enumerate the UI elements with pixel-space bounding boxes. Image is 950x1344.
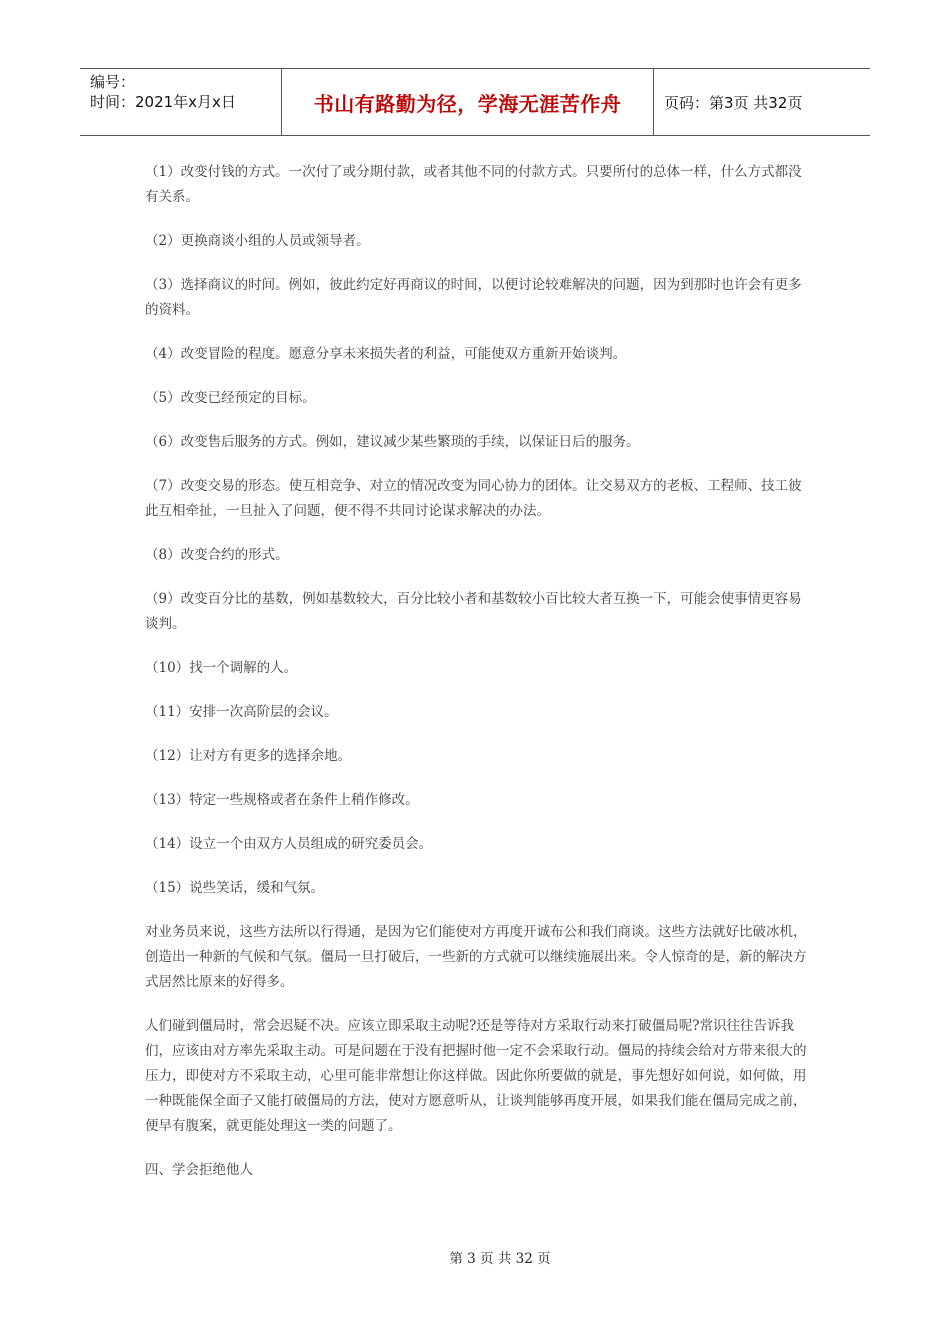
- paragraph: 人们碰到僵局时，常会迟疑不决。应该立即采取主动呢?还是等待对方采取行动来打破僵局呢?常识往往告诉我们，应该由对方率先采取主动。可是问题在于没有把握时他一定不会采取行动。僵局的持续会给对方带来很大的压力，即使对方不采取主动，心里可能非常想让你这样做。因此你所要做的就是，事先想好如何说，如何做，用一种既能保全面子又能打破僵局的方法，使对方愿意听从，让谈判能够再度开展，如果我们能在僵局完成之前，便早有腹案，就更能处理这一类的问题了。: [145, 1018, 807, 1134]
- paragraph: （3）选择商议的时间。例如，彼此约定好再商议的时间，以便讨论较难解决的问题，因为到那时也许会有更多的资料。: [145, 277, 802, 318]
- paragraph: （2）更换商谈小组的人员或领导者。: [145, 233, 370, 249]
- paragraph: （9）改变百分比的基数，例如基数较大，百分比较小者和基数较小百比较大者互换一下，可能会使事情更容易谈判。: [145, 591, 802, 632]
- header-motto: 书山有路勤为径，学海无涯苦作舟: [282, 69, 654, 135]
- paragraph: （12）让对方有更多的选择余地。: [145, 748, 352, 764]
- paragraph: （10）找一个调解的人。: [145, 660, 298, 676]
- page-footer: 第 3 页 共 32 页: [449, 1251, 551, 1267]
- paragraph: （8）改变合约的形式。: [145, 547, 289, 563]
- paragraph: （13）特定一些规格或者在条件上稍作修改。: [145, 792, 419, 808]
- paragraph: 对业务员来说，这些方法所以行得通，是因为它们能使对方再度开诚布公和我们商谈。这些方法就好比破冰机，创造出一种新的气候和气氛。僵局一旦打破后，一些新的方式就可以继续施展出来。令人惊奇的是，新的解决方式居然比原来的好得多。: [145, 924, 807, 990]
- paragraph: （1）改变付钱的方式。一次付了或分期付款，或者其他不同的付款方式。只要所付的总体一样，什么方式都没有关系。: [145, 164, 802, 205]
- document-time-label: 时间：2021年x月x日: [90, 93, 236, 111]
- paragraph: （6）改变售后服务的方式。例如，建议减少某些繁琐的手续，以保证日后的服务。: [145, 434, 640, 450]
- paragraph: （5）改变已经预定的目标。: [145, 390, 316, 406]
- document-number-label: 编号：: [90, 73, 136, 91]
- document-body: [145, 160, 810, 1202]
- section-heading: 四、学会拒绝他人: [145, 1162, 253, 1178]
- header-page-info: 页码：第3页 共32页: [664, 93, 803, 112]
- header-meta: [80, 69, 282, 135]
- paragraph: （4）改变冒险的程度。愿意分享未来损失者的利益，可能使双方重新开始谈判。: [145, 346, 627, 362]
- paragraph: （7）改变交易的形态。使互相竞争、对立的情况改变为同心协力的团体。让交易双方的老板、工程师、技工彼此互相牵扯，一旦扯入了问题，便不得不共同讨论谋求解决的办法。: [145, 478, 802, 519]
- paragraph: （14）设立一个由双方人员组成的研究委员会。: [145, 836, 433, 852]
- paragraph: （11）安排一次高阶层的会议。: [145, 704, 338, 720]
- page-header: [80, 68, 870, 136]
- paragraph: （15）说些笑话，缓和气氛。: [145, 880, 325, 896]
